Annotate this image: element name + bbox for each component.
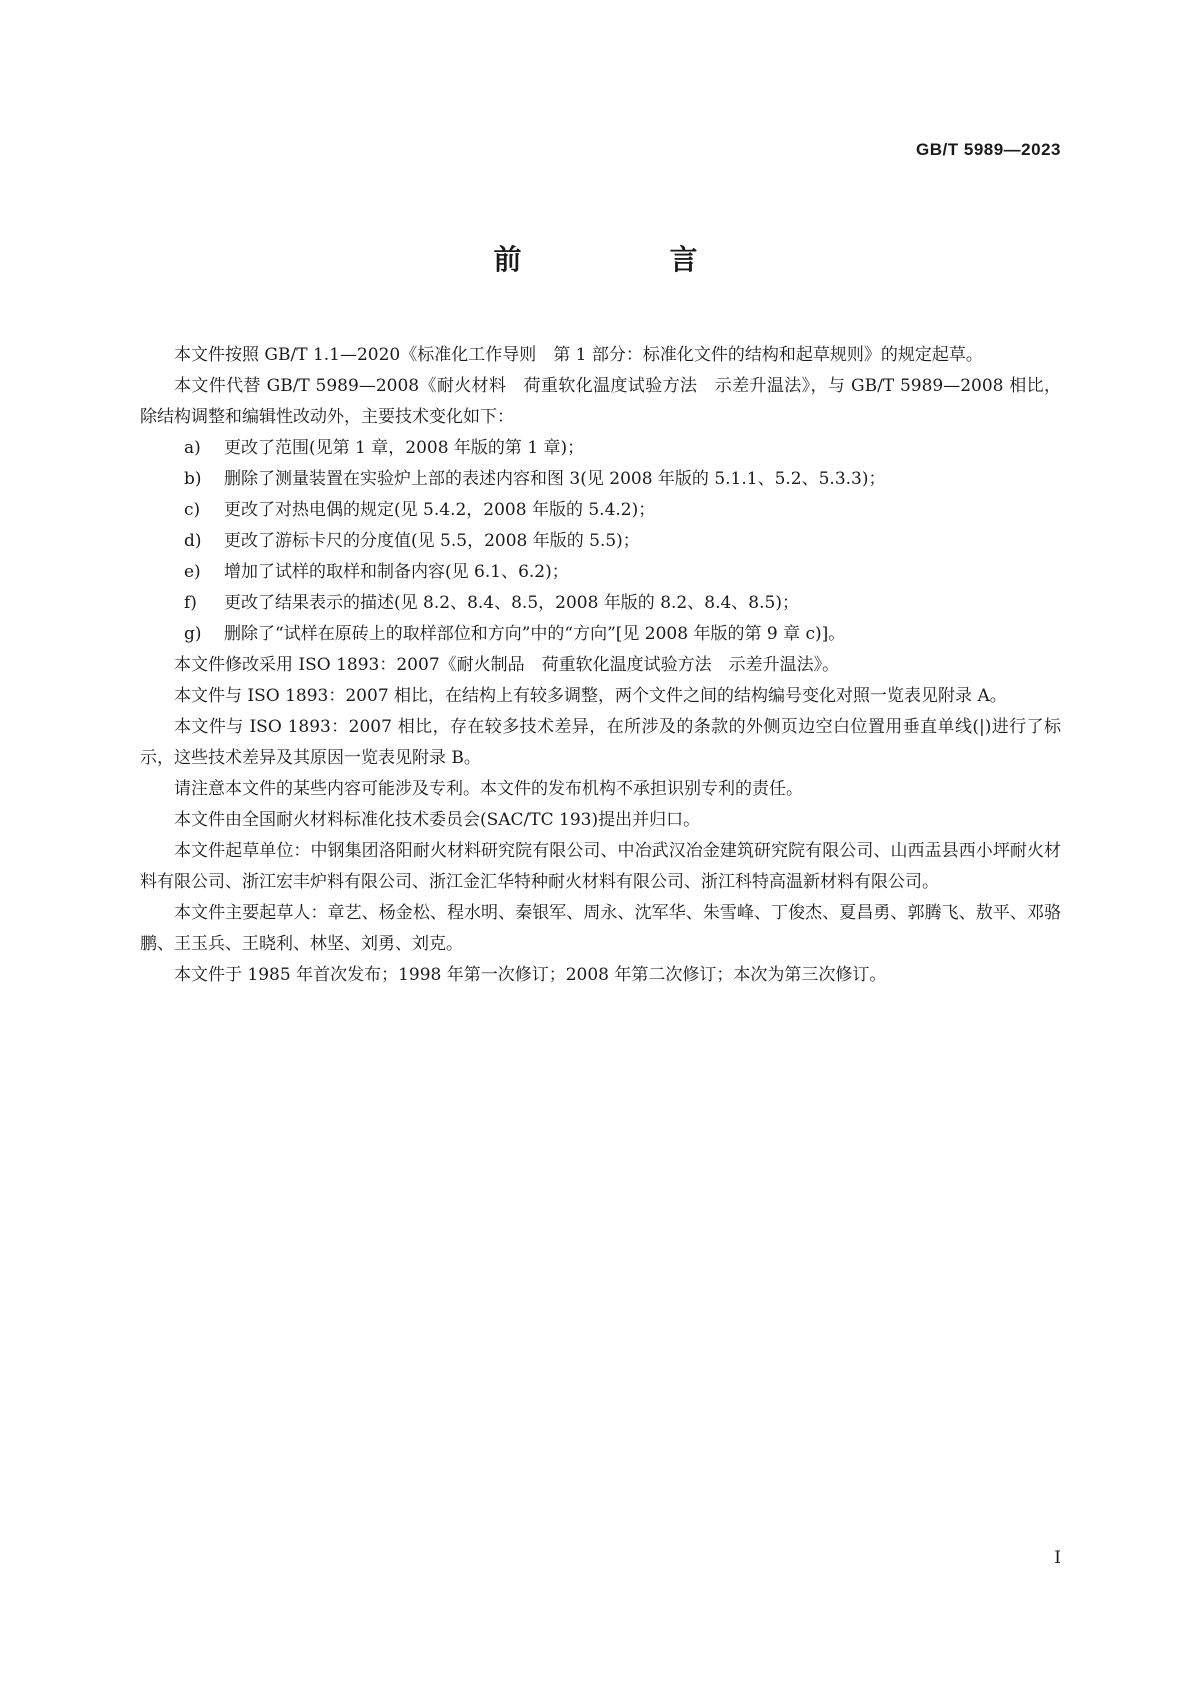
list-item-text: 删除了“试样在原砖上的取样部位和方向”中的“方向”[见 2008 年版的第 9 章 c)]。 [224,624,846,644]
paragraph-drafting-rules: 本文件按照 GB/T 1.1—2020《标准化工作导则 第 1 部分：标准化文件的结构和起草规则》的规定起草。 [174,345,983,365]
paragraph-technical-deviations: 本文件与 ISO 1893：2007 相比，存在较多技术差异，在所涉及的条款的外侧页边空白位置用垂直单线(|)进行了标示，这些技术差异及其原因一览表见附录 B。 [140,717,1061,768]
list-item-text: 更改了范围(见第 1 章，2008 年版的第 1 章)； [224,438,585,458]
list-marker: c) [184,500,201,520]
list-item [140,464,1061,495]
list-marker: f) [184,593,197,613]
paragraph-replacement: 本文件代替 GB/T 5989—2008《耐火材料 荷重软化温度试验方法 示差升温法》，与 GB/T 5989—2008 相比，除结构调整和编辑性改动外，主要技术变化如下： [140,376,1061,427]
list-item [140,619,1061,650]
list-item-text: 增加了试样的取样和制备内容(见 6.1、6.2)； [224,562,569,582]
list-marker: b) [184,469,202,489]
page-number: I [1054,1548,1061,1568]
list-item-text: 更改了游标卡尺的分度值(见 5.5，2008 年版的 5.5)； [224,531,640,551]
changes-list [140,433,1061,650]
paragraph-publication-history: 本文件于 1985 年首次发布；1998 年第一次修订；2008 年第二次修订；本次为第三次修订。 [174,965,887,985]
paragraph-structure-changes: 本文件与 ISO 1893：2007 相比，在结构上有较多调整，两个文件之间的结构编号变化对照一览表见附录 A。 [174,686,1007,706]
list-item [140,557,1061,588]
paragraph-drafting-organizations: 本文件起草单位：中钢集团洛阳耐火材料研究院有限公司、中冶武汉冶金建筑研究院有限公司、山西盂县西小坪耐火材料有限公司、浙江宏丰炉料有限公司、浙江金汇华特种耐火材料有限公司、浙江科特高温新材料有限公司。 [140,841,1061,892]
list-item-text: 更改了结果表示的描述(见 8.2、8.4、8.5，2008 年版的 8.2、8.4、8.5)； [224,593,799,613]
foreword-body [140,340,1061,991]
paragraph-iso-adoption: 本文件修改采用 ISO 1893：2007《耐火制品 荷重软化温度试验方法 示差升温法》。 [174,655,840,675]
list-marker: e) [184,562,201,582]
page-title: 前 言 [493,243,758,276]
list-item [140,526,1061,557]
list-marker: d) [184,531,202,551]
list-item [140,588,1061,619]
list-marker: a) [184,438,201,458]
paragraph-patent-notice: 请注意本文件的某些内容可能涉及专利。本文件的发布机构不承担识别专利的责任。 [174,779,803,799]
document-code: GB/T 5989—2023 [916,140,1061,159]
list-item-text: 更改了对热电偶的规定(见 5.4.2，2008 年版的 5.4.2)； [224,500,656,520]
paragraph-committee: 本文件由全国耐火材料标准化技术委员会(SAC/TC 193)提出并归口。 [174,810,701,830]
list-item-text: 删除了测量装置在实验炉上部的表述内容和图 3(见 2008 年版的 5.1.1、5.2、5.3.3)； [224,469,886,489]
list-marker: g) [184,624,202,644]
list-item [140,433,1061,464]
paragraph-drafters: 本文件主要起草人：章艺、杨金松、程水明、秦银军、周永、沈军华、朱雪峰、丁俊杰、夏昌勇、郭腾飞、敖平、邓骆鹏、王玉兵、王晓利、林坚、刘勇、刘克。 [140,903,1061,954]
list-item [140,495,1061,526]
